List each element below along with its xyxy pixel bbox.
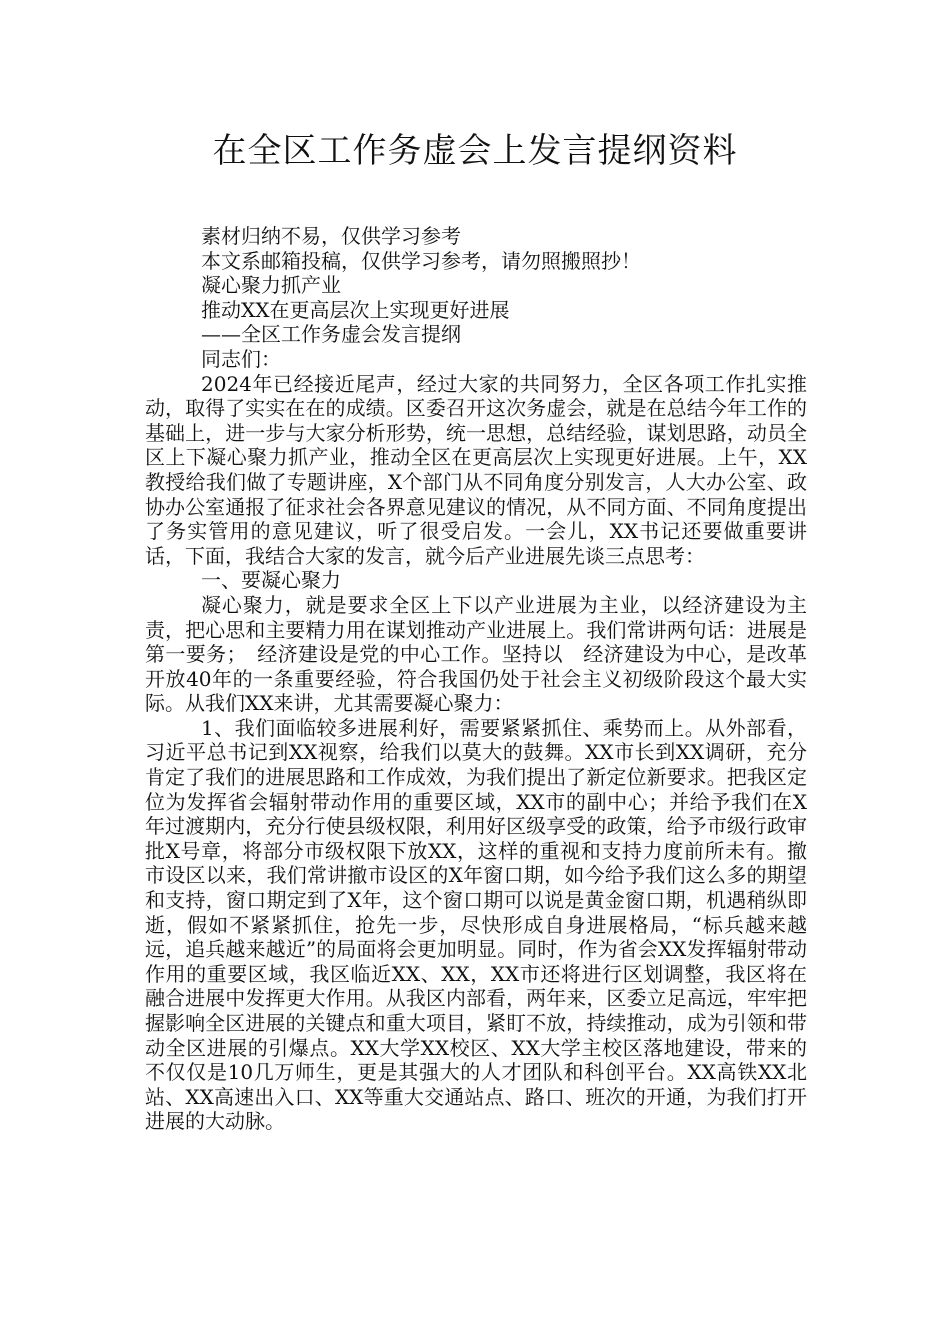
paragraph-intro: 2024年已经接近尾声，经过大家的共同努力，全区各项工作扎实推动，取得了实实在在的成绩。区委召开这次务虚会，就是在总结今年工作的基础上，进一步与大家分析形势，统一思想，总结经验，谋划思路，动员全区上下凝心聚力抓产业，推动全区在更高层次上实现更好进展。上午，XX教授给我们做了专题讲座，X个部门从不同角度分别发言，人大办公室、政协办公室通报了征求社会各界意见建议的情况，从不同方面、不同角度提出了务实管用的意见建议，听了很受启发。一会儿，XX书记还要做重要讲话，下面，我结合大家的发言，就今后产业进展先谈三点思考： [145, 371, 807, 568]
heading-line: 凝心聚力抓产业 [201, 273, 341, 298]
paragraph-point-one: 1、我们面临较多进展利好，需要紧紧抓住、乘势而上。从外部看，习近平总书记到XX视察，给我们以莫大的鼓舞。XX市长到XX调研，充分肯定了我们的进展思路和工作成效，为我们提出了新定位新要求。把我区定位为发挥省会辐射带动作用的重要区域，XX市的副中心；并给予我们在X年过渡期内，充分行使县级权限，利用好区级享受的政策，给予市级行政审批X号章，将部分市级权限下放XX，这样的重视和支持力度前所未有。撤市设区以来，我们常讲撤市设区的X年窗口期，如今给予我们这么多的期望和支持，窗口期定到了X年，这个窗口期可以说是黄金窗口期，机遇稍纵即逝，假如不紧紧抓住，抢先一步，尽快形成自身进展格局，“标兵越来越远，追兵越来越近”的局面将会更加明显。同时，作为省会XX发挥辐射带动作用的重要区域，我区临近XX、XX，XX市还将进行区划调整，我区将在融合进展中发挥更大作用。从我区内部看，两年来，区委立足高远，牢牢把握影响全区进展的关键点和重大项目，紧盯不放，持续推动，成为引领和带动全区进展的引爆点。XX大学XX校区、XX大学主校区落地建设，带来的不仅仅是10几万师生，更是其强大的人才团队和科创平台。XX高铁XX北站、XX高速出入口、XX等重大交通站点、路口、班次的开通，为我们打开进展的大动脉。 [145, 715, 807, 1134]
document-title: 在全区工作务虚会上发言提纲资料 [212, 131, 738, 171]
note-line: 素材归纳不易，仅供学习参考 [201, 224, 461, 248]
disclaimer-line: 本文系邮箱投稿，仅供学习参考，请勿照搬照抄！ [201, 248, 641, 273]
section-heading: 一、要凝心聚力 [201, 568, 341, 593]
paragraph-section-one: 凝心聚力，就是要求全区上下以产业进展为主业，以经济建设为主责，把心思和主要精力用在谋划推动产业进展上。我们常讲两句话：进展是第一要务； 经济建设是党的中心工作。坚持以 经济建设为中心，是改革开放40年的一条重要经验，符合我国仍处于社会主义初级阶段这个最大实际。从我们XX来讲，尤其需要凝心聚力： [145, 592, 807, 716]
subtitle-line: ——全区工作务虚会发言提纲 [201, 322, 461, 347]
subheading-line: 推动XX在更高层次上实现更好进展 [201, 297, 510, 322]
document-body [145, 224, 807, 1134]
salutation-line: 同志们： [201, 346, 281, 371]
